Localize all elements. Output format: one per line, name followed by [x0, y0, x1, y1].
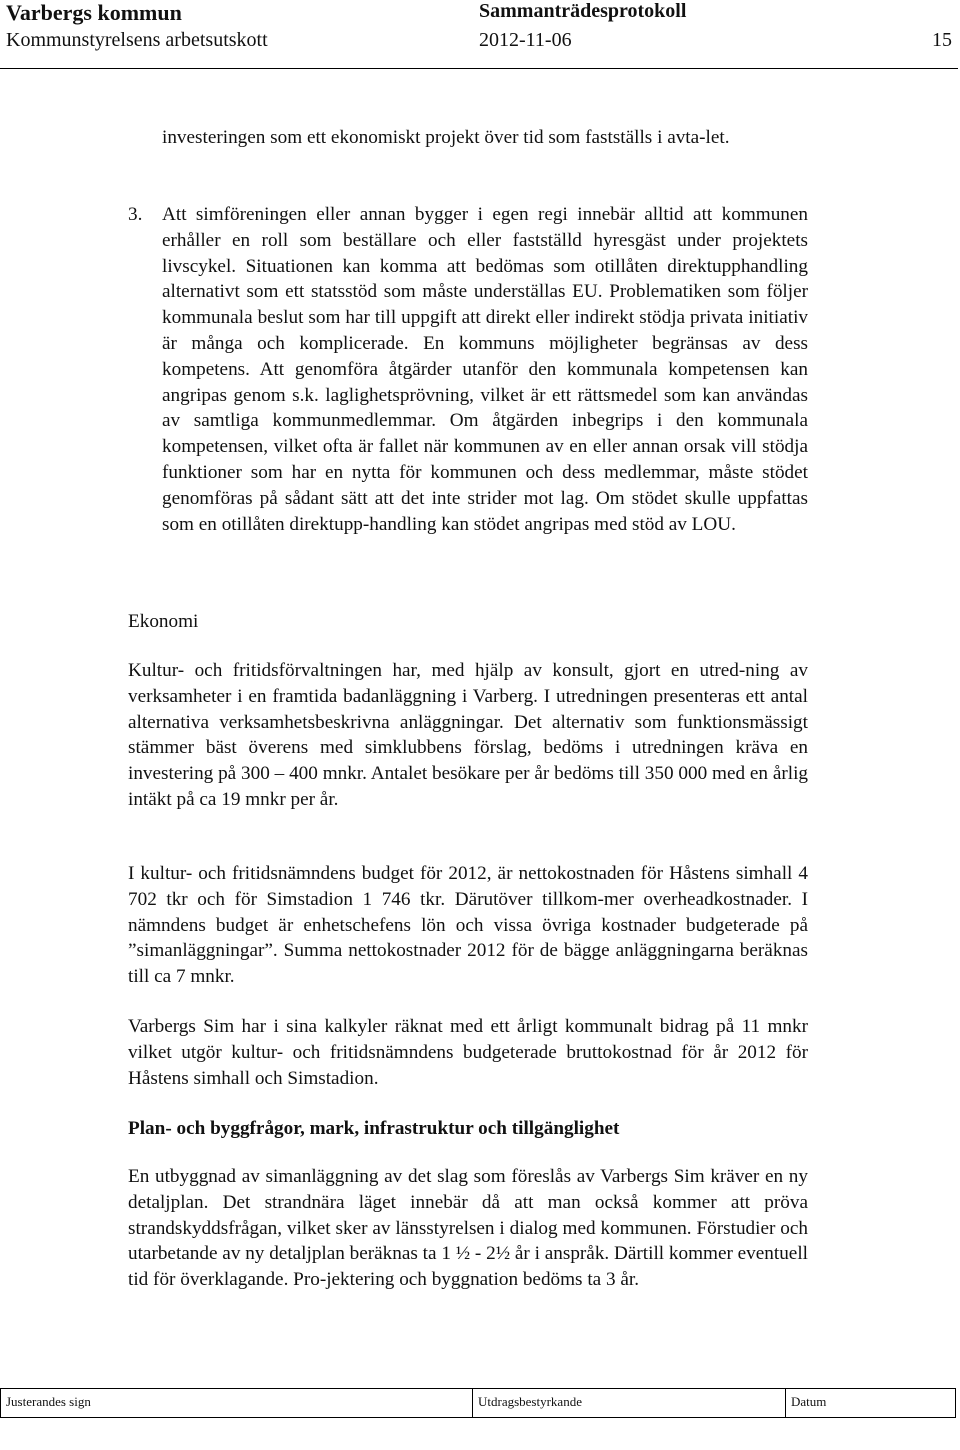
plan-paragraph-1: En utbyggnad av simanläggning av det slag som föreslås av Varbergs Sim kräver en ny detaljplan. Det strandnära läget innebär då att man också kommer att pröva strandskyddsfrågan, vilket sker av länsstyrelsen i dialog med kommunen. Förstudier och utarbetande av ny detaljplan beräknas ta 1 ½ - 2½ år i anspråk. Därtill kommer eventuell tid för överklagande. Pro-jektering och byggnation bedöms ta 3 år.	[128, 1166, 808, 1291]
meeting-date: 2012-11-06	[479, 29, 572, 51]
item-number: 3.	[128, 204, 143, 225]
page-header	[0, 0, 960, 70]
section-heading-plan: Plan- och byggfrågor, mark, infrastruktur och tillgänglighet	[128, 1118, 620, 1139]
ekonomi-paragraph-1: Kultur- och fritidsförvaltningen har, med hjälp av konsult, gjort en utred-ning av verksamheter i en framtida badanläggning i Varberg. I utredningen presenteras ett antal alternativa verksamhetsbeskrivna anläggningar. Det alternativ som funktionsmässigt stämmer bäst överens med simklubbens förslag, bedöms i utredningen kräva en investering på 300 – 400 mnkr. Antalet besökare per år bedöms till 350 000 med en årlig intäkt på ca 19 mnkr per år.	[128, 660, 808, 810]
extract-field	[473, 1389, 786, 1417]
ekonomi-paragraph-3: Varbergs Sim har i sina kalkyler räknat med ett årligt kommunalt bidrag på 11 mnkr vilket utgör kultur- och fritidsnämndens budgeterade bruttokostnad för år 2012 för Håstens simhall och Simstadion.	[128, 1016, 808, 1089]
organization-name: Varbergs kommun	[6, 0, 182, 25]
committee-name: Kommunstyrelsens arbetsutskott	[6, 29, 268, 51]
date-label: Datum	[791, 1394, 827, 1409]
section-heading-ekonomi: Ekonomi	[128, 611, 199, 632]
page-number: 15	[932, 29, 952, 51]
document-type: Sammanträdesprotokoll	[479, 0, 687, 22]
date-field	[786, 1389, 956, 1417]
signature-label: Justerandes sign	[6, 1394, 91, 1409]
ekonomi-paragraph-2: I kultur- och fritidsnämndens budget för 2012, är nettokostnaden för Håstens simhall 4 702 tkr och för Simstadion 1 746 tkr. Därutöver tillkom-mer overheadkostnader. I nämndens budget är enhetschefens lön och vissa övriga kostnader budgeterade på ”simanläggningar”. Summa nettokostnader 2012 för de bägge anläggningarna beräknas till ca 7 mnkr.	[128, 863, 808, 988]
signature-footer	[0, 1388, 956, 1418]
header-divider	[0, 68, 958, 69]
continued-paragraph: investeringen som ett ekonomiskt projekt över tid som fastställs i avta-let.	[162, 127, 730, 148]
extract-label: Utdragsbestyrkande	[478, 1394, 582, 1409]
item-3-text: Att simföreningen eller annan bygger i egen regi innebär alltid att kommunen erhåller en roll som beställare och eller fastställd hyresgäst under projektets livscykel. Situationen kan komma att bedömas som otillåten direktupphandling alternativt som ett statsstöd som måste underställas EU. Problematiken som följer kommunala beslut som har till uppgift att direkt eller indirekt stödja privata initiativ är många och komplicerade. En kommuns möjligheter begränsas av dess kompetens. Att genomföra åtgärder utanför den kommunala kompetensen kan angripas genom s.k. laglighetsprövning, vilket är ett rättsmedel som kan användas av samtliga kommunmedlemmar. Om åtgärden inbegrips i den kommunala kompetensen, vilket ofta är fallet när kommunen av en eller annan orsak vill stödja funktioner som har en nytta för kommunen och dess medlemmar, måste stödet genomföras på sådant sätt att det inte strider mot lag. Om stödet skulle uppfattas som en otillåten direktupp-handling kan stödet angripas med stöd av LOU.	[162, 204, 808, 535]
signature-field	[0, 1389, 473, 1417]
